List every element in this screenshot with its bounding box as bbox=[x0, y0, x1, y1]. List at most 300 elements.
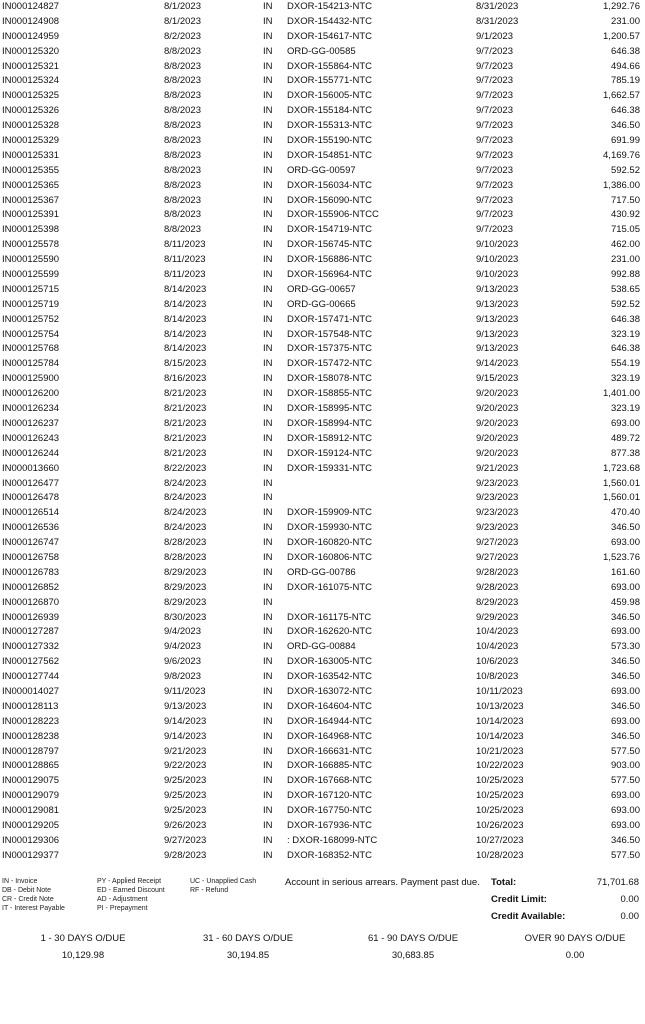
table-row bbox=[0, 283, 645, 298]
invoice-date: 8/11/2023 bbox=[164, 254, 206, 266]
due-date: 10/4/2023 bbox=[476, 641, 519, 653]
invoice-number: IN000125325 bbox=[2, 90, 60, 102]
reference: DXOR-157471-NTC bbox=[287, 313, 372, 325]
invoice-number: IN000129079 bbox=[2, 790, 60, 802]
invoice-number: IN000013660 bbox=[2, 462, 60, 474]
invoice-date: 8/24/2023 bbox=[164, 507, 207, 519]
transaction-type: IN bbox=[263, 1, 273, 12]
reference: ORD-GG-00597 bbox=[287, 164, 356, 176]
transaction-type: IN bbox=[263, 343, 273, 355]
reference: DXOR-167120-NTC bbox=[287, 790, 372, 802]
reference: DXOR-163005-NTC bbox=[287, 656, 372, 668]
amount: 646.38 bbox=[610, 313, 640, 325]
reference: DXOR-161175-NTC bbox=[287, 611, 372, 623]
amount: 346.50 bbox=[610, 730, 640, 742]
invoice-date: 8/1/2023 bbox=[164, 15, 201, 27]
invoice-date: 9/14/2023 bbox=[164, 715, 207, 727]
invoice-number: IN000125321 bbox=[2, 60, 60, 72]
invoice-date: 8/8/2023 bbox=[164, 45, 201, 57]
due-date: 9/7/2023 bbox=[476, 75, 513, 87]
reference: DXOR-156964-NTC bbox=[287, 269, 372, 281]
table-row bbox=[0, 581, 645, 596]
reference: DXOR-157548-NTC bbox=[287, 328, 372, 340]
legend-item: DB - Debit Note bbox=[2, 887, 52, 894]
reference: DXOR-154617-NTC bbox=[287, 30, 372, 42]
reference: DXOR-154213-NTC bbox=[287, 1, 372, 12]
invoice-date: 8/21/2023 bbox=[164, 403, 207, 415]
invoice-date: 8/8/2023 bbox=[164, 120, 201, 132]
amount: 693.00 bbox=[610, 790, 640, 802]
amount: 877.38 bbox=[610, 447, 640, 459]
table-row bbox=[0, 849, 645, 864]
invoice-number: IN000125590 bbox=[2, 254, 60, 266]
amount: 459.98 bbox=[610, 596, 640, 608]
due-date: 10/25/2023 bbox=[476, 775, 524, 787]
transaction-type: IN bbox=[263, 790, 273, 802]
due-date: 9/23/2023 bbox=[476, 507, 519, 519]
reference: DXOR-167750-NTC bbox=[287, 805, 372, 817]
invoice-number: IN000127287 bbox=[2, 626, 60, 638]
transaction-type: IN bbox=[263, 775, 273, 787]
invoice-number: IN000125329 bbox=[2, 135, 60, 147]
aging-value: 30,194.85 bbox=[226, 950, 270, 961]
reference: DXOR-158995-NTC bbox=[287, 403, 372, 415]
invoice-date: 8/8/2023 bbox=[164, 90, 201, 102]
amount: 323.19 bbox=[610, 373, 640, 385]
amount: 646.38 bbox=[610, 45, 640, 57]
reference: DXOR-158912-NTC bbox=[287, 432, 372, 444]
reference: DXOR-156745-NTC bbox=[287, 239, 372, 251]
transaction-type: IN bbox=[263, 507, 273, 519]
invoice-number: IN000129081 bbox=[2, 805, 60, 817]
reference: DXOR-154432-NTC bbox=[287, 15, 372, 27]
invoice-date: 9/14/2023 bbox=[164, 730, 207, 742]
invoice-number: IN000125331 bbox=[2, 149, 60, 161]
transaction-type: IN bbox=[263, 522, 273, 534]
due-date: 10/6/2023 bbox=[476, 656, 519, 668]
invoice-number: IN000126477 bbox=[2, 477, 60, 489]
legend-item: CR - Credit Note bbox=[2, 896, 54, 903]
amount: 903.00 bbox=[610, 760, 640, 772]
table-row bbox=[0, 372, 645, 387]
invoice-number: IN000126234 bbox=[2, 403, 60, 415]
amount: 430.92 bbox=[610, 209, 640, 221]
transaction-type: IN bbox=[263, 269, 273, 281]
reference: DXOR-164604-NTC bbox=[287, 700, 372, 712]
invoice-date: 8/2/2023 bbox=[164, 30, 201, 42]
amount: 1,560.01 bbox=[603, 492, 640, 504]
invoice-date: 8/8/2023 bbox=[164, 194, 201, 206]
transaction-type: IN bbox=[263, 358, 273, 370]
amount: 693.00 bbox=[610, 819, 640, 831]
amount: 592.52 bbox=[610, 298, 640, 310]
invoice-number: IN000126783 bbox=[2, 566, 60, 578]
transaction-type: IN bbox=[263, 730, 273, 742]
due-date: 9/7/2023 bbox=[476, 149, 513, 161]
invoice-date: 9/13/2023 bbox=[164, 700, 207, 712]
due-date: 10/26/2023 bbox=[476, 819, 524, 831]
invoice-number: IN000126237 bbox=[2, 417, 60, 429]
amount: 1,292.76 bbox=[603, 1, 640, 12]
reference: DXOR-156005-NTC bbox=[287, 90, 372, 102]
table-row bbox=[0, 238, 645, 253]
amount: 346.50 bbox=[610, 834, 640, 846]
transaction-type: IN bbox=[263, 373, 273, 385]
transaction-type: IN bbox=[263, 819, 273, 831]
due-date: 10/14/2023 bbox=[476, 730, 524, 742]
invoice-date: 8/30/2023 bbox=[164, 611, 207, 623]
invoice-date: 9/28/2023 bbox=[164, 849, 207, 861]
invoice-date: 9/26/2023 bbox=[164, 819, 207, 831]
invoice-number: IN000126939 bbox=[2, 611, 60, 623]
amount: 785.19 bbox=[610, 75, 640, 87]
due-date: 9/20/2023 bbox=[476, 403, 519, 415]
invoice-date: 8/11/2023 bbox=[164, 239, 206, 251]
invoice-date: 8/28/2023 bbox=[164, 537, 207, 549]
invoice-date: 8/1/2023 bbox=[164, 1, 201, 12]
transaction-type: IN bbox=[263, 135, 273, 147]
invoice-date: 8/14/2023 bbox=[164, 328, 207, 340]
amount: 691.99 bbox=[610, 135, 640, 147]
table-row bbox=[0, 566, 645, 581]
amount: 646.38 bbox=[610, 343, 640, 355]
table-row bbox=[0, 60, 645, 75]
invoice-number: IN000129377 bbox=[2, 849, 60, 861]
table-row bbox=[0, 730, 645, 745]
due-date: 9/7/2023 bbox=[476, 45, 513, 57]
table-row bbox=[0, 402, 645, 417]
transaction-type: IN bbox=[263, 537, 273, 549]
table-row bbox=[0, 551, 645, 566]
reference: DXOR-160806-NTC bbox=[287, 551, 372, 563]
transaction-type: IN bbox=[263, 462, 273, 474]
invoice-number: IN000125367 bbox=[2, 194, 60, 206]
due-date: 9/14/2023 bbox=[476, 358, 519, 370]
invoice-number: IN000126478 bbox=[2, 492, 60, 504]
invoice-date: 8/8/2023 bbox=[164, 209, 201, 221]
transaction-type: IN bbox=[263, 492, 273, 504]
invoice-date: 8/14/2023 bbox=[164, 343, 207, 355]
reference: DXOR-154851-NTC bbox=[287, 149, 372, 161]
invoice-number: IN000125754 bbox=[2, 328, 60, 340]
due-date: 10/8/2023 bbox=[476, 671, 519, 683]
due-date: 10/22/2023 bbox=[476, 760, 524, 772]
aging-1-30 bbox=[3, 933, 163, 961]
due-date: 10/13/2023 bbox=[476, 700, 524, 712]
amount: 346.50 bbox=[610, 522, 640, 534]
amount: 693.00 bbox=[610, 685, 640, 697]
transaction-type: IN bbox=[263, 15, 273, 27]
invoice-date: 8/15/2023 bbox=[164, 358, 207, 370]
invoice-date: 9/25/2023 bbox=[164, 775, 207, 787]
due-date: 9/13/2023 bbox=[476, 343, 519, 355]
transaction-type: IN bbox=[263, 254, 273, 266]
invoice-date: 8/29/2023 bbox=[164, 596, 207, 608]
invoice-number: IN000124827 bbox=[2, 1, 60, 12]
transaction-type: IN bbox=[263, 75, 273, 87]
invoice-number: IN000127562 bbox=[2, 656, 60, 668]
amount: 717.50 bbox=[610, 194, 640, 206]
invoice-date: 8/8/2023 bbox=[164, 60, 201, 72]
transaction-type: IN bbox=[263, 45, 273, 57]
due-date: 9/13/2023 bbox=[476, 313, 519, 325]
invoice-date: 8/21/2023 bbox=[164, 447, 207, 459]
table-row bbox=[0, 313, 645, 328]
transaction-type: IN bbox=[263, 477, 273, 489]
invoice-date: 9/25/2023 bbox=[164, 805, 207, 817]
total-label: Total: bbox=[491, 877, 517, 888]
amount: 1,662.57 bbox=[603, 90, 640, 102]
transaction-type: IN bbox=[263, 388, 273, 400]
table-row bbox=[0, 640, 645, 655]
amount: 231.00 bbox=[610, 15, 640, 27]
table-row bbox=[0, 298, 645, 313]
invoice-date: 8/8/2023 bbox=[164, 224, 201, 236]
invoice-date: 8/8/2023 bbox=[164, 75, 201, 87]
reference: DXOR-158994-NTC bbox=[287, 417, 372, 429]
invoice-number: IN000125355 bbox=[2, 164, 60, 176]
aging-value: 10,129.98 bbox=[61, 950, 105, 961]
table-row bbox=[0, 462, 645, 477]
due-date: 10/14/2023 bbox=[476, 715, 524, 727]
invoice-number: IN000125719 bbox=[2, 298, 60, 310]
table-row bbox=[0, 834, 645, 849]
credit-limit-value: 0.00 bbox=[620, 894, 639, 905]
reference: ORD-GG-00585 bbox=[287, 45, 356, 57]
due-date: 9/20/2023 bbox=[476, 447, 519, 459]
table-row bbox=[0, 432, 645, 447]
amount: 346.50 bbox=[610, 700, 640, 712]
invoice-number: IN000128238 bbox=[2, 730, 60, 742]
due-date: 9/20/2023 bbox=[476, 417, 519, 429]
reference: DXOR-164968-NTC bbox=[287, 730, 372, 742]
table-row bbox=[0, 447, 645, 462]
aging-value: 0.00 bbox=[565, 950, 585, 961]
transaction-type: IN bbox=[263, 239, 273, 251]
invoice-date: 9/27/2023 bbox=[164, 834, 207, 846]
invoice-number: IN000124908 bbox=[2, 15, 60, 27]
invoice-number: IN000128797 bbox=[2, 745, 60, 757]
invoice-date: 8/14/2023 bbox=[164, 313, 207, 325]
invoice-number: IN000125391 bbox=[2, 209, 60, 221]
invoice-number: IN000014027 bbox=[2, 685, 60, 697]
amount: 693.00 bbox=[610, 581, 640, 593]
reference: DXOR-156886-NTC bbox=[287, 254, 372, 266]
amount: 494.66 bbox=[610, 60, 640, 72]
invoice-date: 9/25/2023 bbox=[164, 790, 207, 802]
reference: DXOR-156090-NTC bbox=[287, 194, 372, 206]
amount: 577.50 bbox=[610, 849, 640, 861]
invoice-number: IN000125320 bbox=[2, 45, 60, 57]
reference: DXOR-155864-NTC bbox=[287, 60, 372, 72]
amount: 462.00 bbox=[610, 239, 640, 251]
legend-item: PI - Prepayment bbox=[97, 905, 148, 912]
table-row bbox=[0, 536, 645, 551]
transaction-type: IN bbox=[263, 641, 273, 653]
transaction-type: IN bbox=[263, 179, 273, 191]
invoice-date: 9/21/2023 bbox=[164, 745, 207, 757]
due-date: 9/27/2023 bbox=[476, 551, 519, 563]
invoice-number: IN000127332 bbox=[2, 641, 60, 653]
aging-label: 1 - 30 DAYS O/DUE bbox=[40, 933, 126, 944]
invoice-date: 8/21/2023 bbox=[164, 432, 207, 444]
reference: DXOR-160820-NTC bbox=[287, 537, 372, 549]
due-date: 10/27/2023 bbox=[476, 834, 524, 846]
table-row bbox=[0, 387, 645, 402]
due-date: 9/7/2023 bbox=[476, 224, 513, 236]
invoice-number: IN000126747 bbox=[2, 537, 60, 549]
reference: DXOR-168352-NTC bbox=[287, 849, 372, 861]
due-date: 9/28/2023 bbox=[476, 566, 519, 578]
invoice-number: IN000126536 bbox=[2, 522, 60, 534]
reference: DXOR-164944-NTC bbox=[287, 715, 372, 727]
transaction-type: IN bbox=[263, 685, 273, 697]
transaction-type: IN bbox=[263, 581, 273, 593]
invoice-date: 9/22/2023 bbox=[164, 760, 207, 772]
amount: 592.52 bbox=[610, 164, 640, 176]
table-row bbox=[0, 0, 645, 15]
transaction-type: IN bbox=[263, 209, 273, 221]
due-date: 9/10/2023 bbox=[476, 254, 519, 266]
due-date: 9/1/2023 bbox=[476, 30, 513, 42]
due-date: 9/13/2023 bbox=[476, 283, 519, 295]
legend-column-3 bbox=[190, 877, 256, 895]
due-date: 9/10/2023 bbox=[476, 239, 519, 251]
due-date: 10/25/2023 bbox=[476, 790, 524, 802]
invoice-date: 8/8/2023 bbox=[164, 179, 201, 191]
due-date: 10/4/2023 bbox=[476, 626, 519, 638]
credit-available-label: Credit Available: bbox=[491, 911, 566, 922]
legend-item: ED - Earned Discount bbox=[97, 887, 165, 894]
invoice-number: IN000125599 bbox=[2, 269, 60, 281]
transaction-type: IN bbox=[263, 194, 273, 206]
amount: 4,169.76 bbox=[603, 149, 640, 161]
due-date: 9/15/2023 bbox=[476, 373, 519, 385]
reference: : DXOR-168099-NTC bbox=[287, 834, 378, 846]
transaction-type: IN bbox=[263, 313, 273, 325]
invoice-number: IN000128865 bbox=[2, 760, 60, 772]
transaction-type: IN bbox=[263, 120, 273, 132]
table-row bbox=[0, 670, 645, 685]
invoice-number: IN000125324 bbox=[2, 75, 60, 87]
invoice-date: 8/16/2023 bbox=[164, 373, 207, 385]
invoice-date: 8/28/2023 bbox=[164, 551, 207, 563]
statement-footer bbox=[0, 872, 645, 1024]
amount: 538.65 bbox=[610, 283, 640, 295]
table-row bbox=[0, 700, 645, 715]
reference: DXOR-166885-NTC bbox=[287, 760, 372, 772]
invoice-date: 8/21/2023 bbox=[164, 417, 207, 429]
amount: 1,723.68 bbox=[603, 462, 640, 474]
due-date: 9/23/2023 bbox=[476, 492, 519, 504]
legend-item: AD - Adjustment bbox=[97, 896, 148, 903]
invoice-number: IN000129205 bbox=[2, 819, 60, 831]
due-date: 10/11/2023 bbox=[476, 685, 523, 697]
invoice-date: 8/8/2023 bbox=[164, 135, 201, 147]
reference: DXOR-162620-NTC bbox=[287, 626, 372, 638]
amount: 161.60 bbox=[610, 566, 640, 578]
table-row bbox=[0, 417, 645, 432]
table-row bbox=[0, 625, 645, 640]
reference: ORD-GG-00884 bbox=[287, 641, 356, 653]
invoice-number: IN000129306 bbox=[2, 834, 60, 846]
reference: DXOR-167668-NTC bbox=[287, 775, 372, 787]
aging-value: 30,683.85 bbox=[391, 950, 435, 961]
table-row bbox=[0, 759, 645, 774]
aging-label: OVER 90 DAYS O/DUE bbox=[524, 933, 626, 944]
table-row bbox=[0, 611, 645, 626]
due-date: 9/29/2023 bbox=[476, 611, 519, 623]
table-row bbox=[0, 194, 645, 209]
transaction-type: IN bbox=[263, 656, 273, 668]
transaction-type: IN bbox=[263, 760, 273, 772]
invoice-number: IN000125768 bbox=[2, 343, 60, 355]
reference: DXOR-155906-NTCC bbox=[287, 209, 379, 221]
amount: 693.00 bbox=[610, 715, 640, 727]
reference: DXOR-155190-NTC bbox=[287, 135, 372, 147]
table-row bbox=[0, 208, 645, 223]
reference: DXOR-158855-NTC bbox=[287, 388, 372, 400]
legend-item: RF - Refund bbox=[190, 887, 229, 894]
transaction-type: IN bbox=[263, 90, 273, 102]
table-row bbox=[0, 819, 645, 834]
table-row bbox=[0, 149, 645, 164]
table-row bbox=[0, 89, 645, 104]
amount: 693.00 bbox=[610, 537, 640, 549]
due-date: 9/7/2023 bbox=[476, 164, 513, 176]
due-date: 9/20/2023 bbox=[476, 432, 519, 444]
reference: DXOR-159331-NTC bbox=[287, 462, 372, 474]
invoice-number: IN000125784 bbox=[2, 358, 60, 370]
table-row bbox=[0, 491, 645, 506]
table-row bbox=[0, 164, 645, 179]
amount: 323.19 bbox=[610, 328, 640, 340]
transaction-type: IN bbox=[263, 700, 273, 712]
transaction-type: IN bbox=[263, 566, 273, 578]
due-date: 9/7/2023 bbox=[476, 194, 513, 206]
invoice-date: 9/11/2023 bbox=[164, 685, 206, 697]
transaction-type: IN bbox=[263, 328, 273, 340]
aging-over-90 bbox=[495, 933, 645, 961]
legend-item: UC - Unapplied Cash bbox=[190, 878, 257, 885]
reference: DXOR-154719-NTC bbox=[287, 224, 372, 236]
reference: DXOR-155771-NTC bbox=[287, 75, 372, 87]
amount: 346.50 bbox=[610, 611, 640, 623]
reference: DXOR-155313-NTC bbox=[287, 120, 372, 132]
table-row bbox=[0, 328, 645, 343]
table-row bbox=[0, 268, 645, 283]
due-date: 10/25/2023 bbox=[476, 805, 524, 817]
amount: 1,560.01 bbox=[603, 477, 640, 489]
invoice-number: IN000125578 bbox=[2, 239, 60, 251]
amount: 346.50 bbox=[610, 671, 640, 683]
table-row bbox=[0, 789, 645, 804]
due-date: 8/29/2023 bbox=[476, 596, 519, 608]
due-date: 9/23/2023 bbox=[476, 522, 519, 534]
legend-column-2 bbox=[97, 877, 165, 913]
amount: 231.00 bbox=[610, 254, 640, 266]
due-date: 8/31/2023 bbox=[476, 1, 519, 12]
table-row bbox=[0, 521, 645, 536]
table-row bbox=[0, 477, 645, 492]
invoice-number: IN000125326 bbox=[2, 105, 60, 117]
invoice-number: IN000125715 bbox=[2, 283, 60, 295]
invoice-number: IN000129075 bbox=[2, 775, 60, 787]
transaction-type: IN bbox=[263, 745, 273, 757]
due-date: 9/7/2023 bbox=[476, 120, 513, 132]
invoice-date: 8/29/2023 bbox=[164, 581, 207, 593]
invoice-date: 8/24/2023 bbox=[164, 477, 207, 489]
